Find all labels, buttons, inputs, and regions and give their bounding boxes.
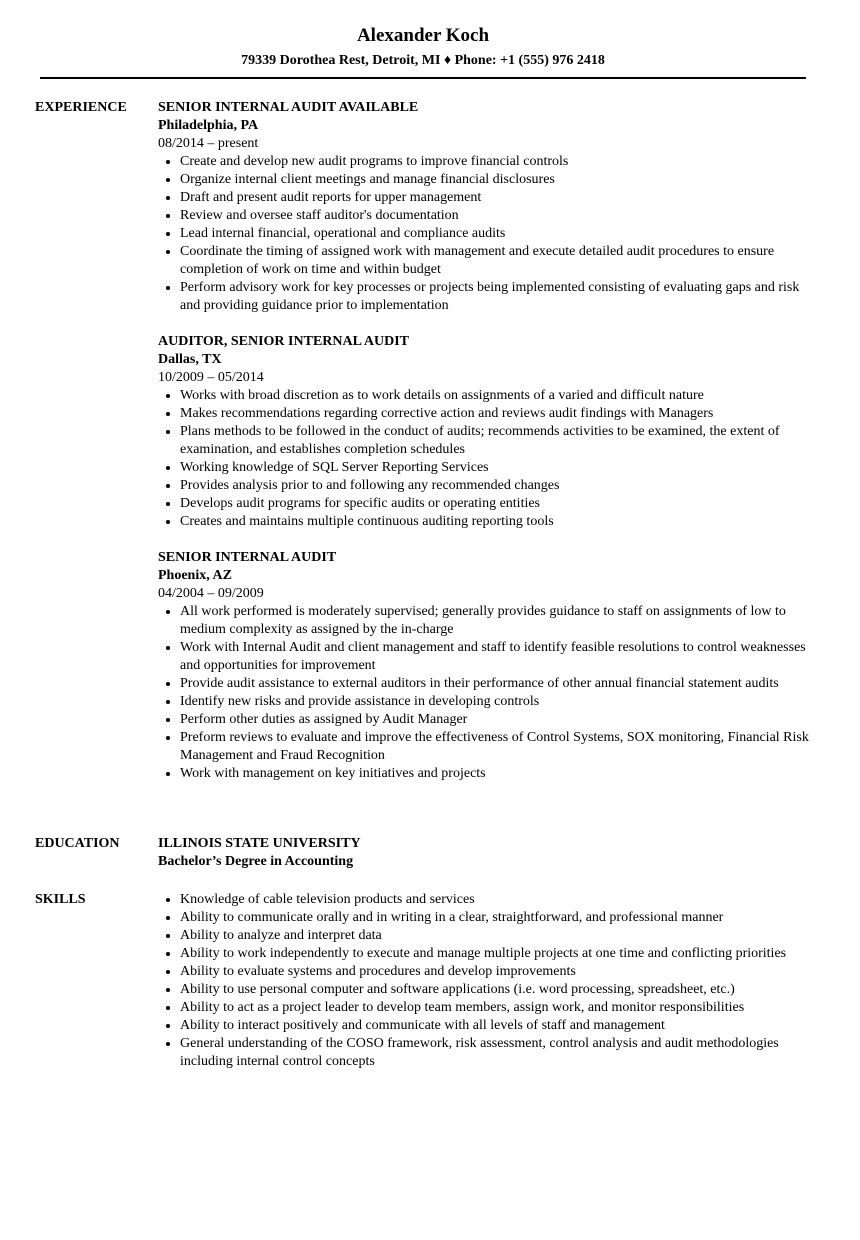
bullet-item: Creates and maintains multiple continuous auditing reporting tools — [180, 513, 818, 531]
section-label-experience: EXPERIENCE — [35, 100, 127, 115]
degree-name: Bachelor’s Degree in Accounting — [158, 854, 354, 869]
section-label-education: EDUCATION — [35, 836, 120, 851]
bullet-item: Work with Internal Audit and client management and staff to identify feasible resolutions to control weaknesses and opportunities for improvement — [180, 639, 818, 675]
job-entry — [158, 549, 818, 783]
header-divider — [40, 77, 806, 79]
job-location: Phoenix, AZ — [158, 568, 232, 583]
bullet-item: Makes recommendations regarding corrective action and reviews audit findings with Managers — [180, 405, 818, 423]
skill-item: Ability to communicate orally and in writing in a clear, straightforward, and professional manner — [180, 909, 818, 927]
skill-item: Knowledge of cable television products and services — [180, 891, 818, 909]
skills-list — [158, 891, 818, 1071]
job-title: SENIOR INTERNAL AUDIT — [158, 550, 337, 565]
job-title: AUDITOR, SENIOR INTERNAL AUDIT — [158, 334, 410, 349]
skill-item: Ability to interact positively and communicate with all levels of staff and management — [180, 1017, 818, 1035]
job-title: SENIOR INTERNAL AUDIT AVAILABLE — [158, 100, 419, 115]
bullet-item: Work with management on key initiatives and projects — [180, 765, 818, 783]
job-bullets — [158, 603, 818, 783]
job-dates: 10/2009 – 05/2014 — [158, 370, 264, 385]
job-bullets — [158, 153, 818, 315]
skill-item: Ability to evaluate systems and procedures and develop improvements — [180, 963, 818, 981]
skills-body — [158, 891, 818, 1071]
bullet-item: Preform reviews to evaluate and improve the effectiveness of Control Systems, SOX monitoring, Financial Risk Management and Fraud Recognition — [180, 729, 818, 765]
skill-item: Ability to work independently to execute and manage multiple projects at one time and conflicting priorities — [180, 945, 818, 963]
job-dates: 08/2014 – present — [158, 136, 259, 151]
bullet-item: Perform advisory work for key processes or projects being implemented consisting of evaluating gaps and risk and providing guidance prior to implementation — [180, 279, 818, 315]
job-bullets — [158, 387, 818, 531]
job-location: Dallas, TX — [158, 352, 222, 367]
bullet-item: Review and oversee staff auditor's documentation — [180, 207, 818, 225]
bullet-item: Coordinate the timing of assigned work with management and execute detailed audit procedures to ensure completion of work on time and within budget — [180, 243, 818, 279]
job-location: Philadelphia, PA — [158, 118, 259, 133]
bullet-item: Develops audit programs for specific audits or operating entities — [180, 495, 818, 513]
resume-header — [40, 24, 806, 70]
job-dates: 04/2004 – 09/2009 — [158, 586, 264, 601]
bullet-item: Working knowledge of SQL Server Reporting Services — [180, 459, 818, 477]
bullet-item: Provide audit assistance to external auditors in their performance of other annual financial statement audits — [180, 675, 818, 693]
skill-item: Ability to use personal computer and software applications (i.e. word processing, spreadsheet, etc.) — [180, 981, 818, 999]
skill-item: Ability to act as a project leader to develop team members, assign work, and monitor responsibilities — [180, 999, 818, 1017]
experience-body — [158, 99, 818, 801]
bullet-item: Create and develop new audit programs to improve financial controls — [180, 153, 818, 171]
skill-item: General understanding of the COSO framework, risk assessment, control analysis and audit methodologies including internal control concepts — [180, 1035, 818, 1071]
job-entry — [158, 333, 818, 531]
education-body — [158, 835, 818, 871]
bullet-item: Perform other duties as assigned by Audit Manager — [180, 711, 818, 729]
section-label-skills: SKILLS — [35, 892, 86, 907]
bullet-item: Provides analysis prior to and following any recommended changes — [180, 477, 818, 495]
contact-line: 79339 Dorothea Rest, Detroit, MI ♦ Phone: +1 (555) 976 2418 — [241, 53, 605, 68]
bullet-item: All work performed is moderately supervised; generally provides guidance to staff on assignments of low to medium complexity as assigned by the in-charge — [180, 603, 818, 639]
bullet-item: Draft and present audit reports for upper management — [180, 189, 818, 207]
skill-item: Ability to analyze and interpret data — [180, 927, 818, 945]
bullet-item: Works with broad discretion as to work details on assignments of a varied and difficult nature — [180, 387, 818, 405]
bullet-item: Identify new risks and provide assistance in developing controls — [180, 693, 818, 711]
bullet-item: Organize internal client meetings and manage financial disclosures — [180, 171, 818, 189]
candidate-name: Alexander Koch — [356, 25, 490, 46]
bullet-item: Lead internal financial, operational and compliance audits — [180, 225, 818, 243]
school-name: ILLINOIS STATE UNIVERSITY — [158, 836, 361, 851]
job-entry — [158, 99, 818, 315]
bullet-item: Plans methods to be followed in the conduct of audits; recommends activities to be examined, the extent of examination, and establishes completion schedules — [180, 423, 818, 459]
